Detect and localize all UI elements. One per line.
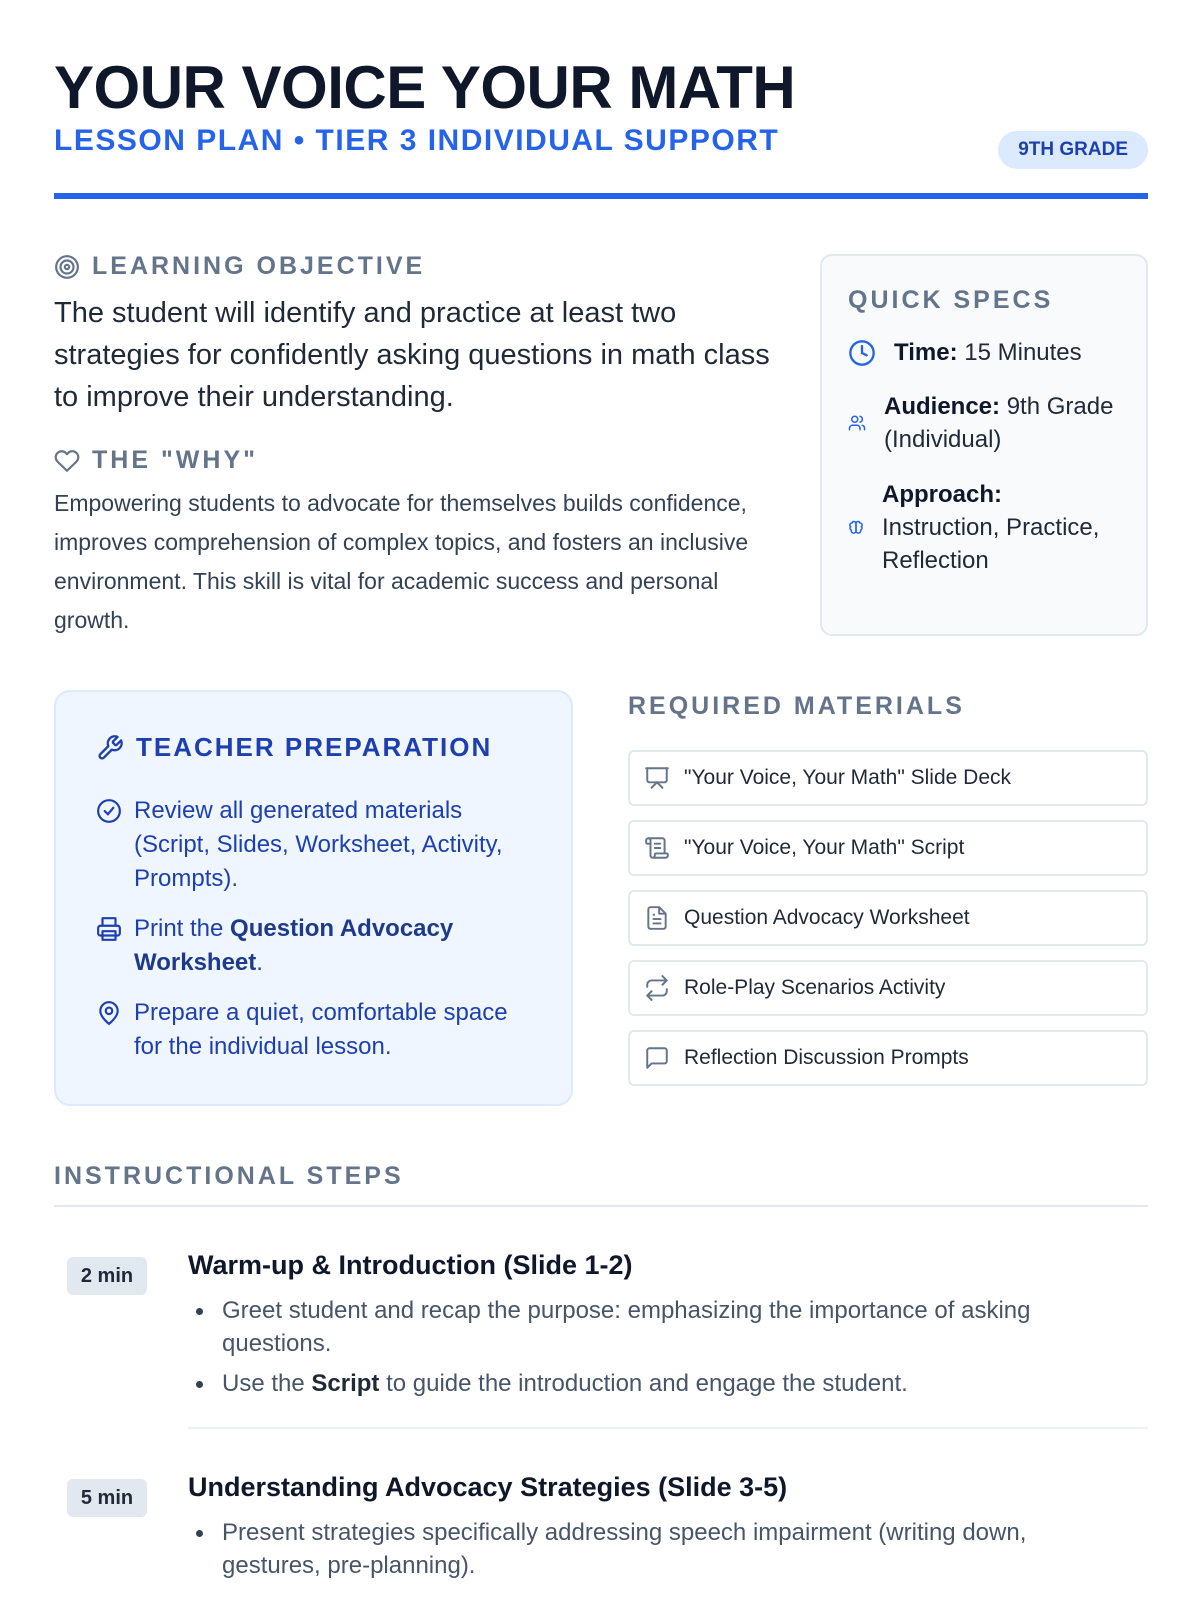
header-divider: [54, 193, 1148, 199]
step-1-bullet-2-after: to guide the introduction and engage the student.: [379, 1370, 908, 1397]
page-subtitle: LESSON PLAN • TIER 3 INDIVIDUAL SUPPORT: [54, 124, 780, 157]
prep-item-space-text: Prepare a quiet, comfortable space for the individual lesson.: [134, 999, 508, 1060]
teacher-preparation-card: [54, 690, 573, 1106]
spec-approach: [848, 478, 1128, 577]
material-role-play-label: Role-Play Scenarios Activity: [684, 976, 946, 999]
lesson-plan-page: [54, 0, 1148, 1600]
material-slide-deck[interactable]: [628, 750, 1148, 806]
why-label: THE "WHY": [92, 446, 258, 474]
required-materials-label: REQUIRED MATERIALS: [628, 692, 965, 720]
spec-time-value: 15 Minutes: [964, 339, 1082, 366]
step-2-title: Understanding Advocacy Strategies (Slide 3-5): [188, 1472, 788, 1502]
step-2-time-badge: 5 min: [67, 1479, 147, 1517]
material-worksheet-label: Question Advocacy Worksheet: [684, 906, 970, 929]
presentation-icon: [644, 765, 670, 791]
page-title: YOUR VOICE YOUR MATH: [54, 54, 796, 121]
material-slide-deck-label: "Your Voice, Your Math" Slide Deck: [684, 766, 1011, 789]
brain-icon: [848, 520, 864, 536]
map-pin-icon: [96, 1000, 122, 1026]
spec-audience-value: 9th Grade (Individual): [884, 393, 1114, 453]
objective-text: The student will identify and practice at least two strategies for confidently asking questions in math class to improve their understanding.: [54, 297, 770, 413]
users-icon: [848, 414, 866, 432]
step-1-list: [188, 1294, 1128, 1407]
prep-item-print: [96, 912, 536, 980]
steps-divider: [54, 1205, 1148, 1207]
instructional-steps-label: INSTRUCTIONAL STEPS: [54, 1162, 404, 1190]
step-1-bullet-2: [188, 1367, 1128, 1400]
material-script[interactable]: [628, 820, 1148, 876]
heart-icon: [54, 448, 80, 474]
spec-approach-value: Instruction, Practice, Reflection: [882, 514, 1100, 574]
spec-audience-key: Audience:: [884, 393, 1001, 420]
target-icon: [54, 254, 80, 280]
step-1-bullet-2-bold: Script: [311, 1370, 380, 1397]
step-divider: [188, 1427, 1148, 1429]
prep-item-print-before: Print the: [134, 915, 231, 942]
objective-label: LEARNING OBJECTIVE: [92, 252, 426, 280]
grade-badge: 9TH GRADE: [998, 131, 1148, 169]
why-text: Empowering students to advocate for themselves builds confidence, improves comprehension of complex topics, and fosters an inclusive environment. This skill is vital for academic success and personal growth.: [54, 490, 749, 633]
step-2-list: [188, 1516, 1128, 1589]
material-role-play[interactable]: [628, 960, 1148, 1016]
teacher-preparation-label: TEACHER PREPARATION: [136, 732, 493, 762]
why-heading: [54, 446, 258, 475]
step-1-bullet-1: Greet student and recap the purpose: emphasizing the importance of asking questions.: [188, 1294, 1128, 1360]
objective-heading: [54, 252, 425, 281]
material-script-label: "Your Voice, Your Math" Script: [684, 836, 965, 859]
quick-specs-label: QUICK SPECS: [848, 286, 1054, 314]
prep-item-print-bold: Question Advocacy Worksheet: [134, 915, 454, 976]
prep-item-space: [96, 996, 536, 1064]
prep-item-review-text: Review all generated materials (Script, Slides, Worksheet, Activity, Prompts).: [134, 797, 503, 892]
wrench-icon: [96, 734, 124, 762]
repeat-icon: [644, 975, 670, 1001]
material-reflection-prompts-label: Reflection Discussion Prompts: [684, 1046, 969, 1069]
material-worksheet[interactable]: [628, 890, 1148, 946]
step-1-bullet-2-before: Use the: [222, 1370, 312, 1397]
clock-icon: [848, 339, 876, 367]
step-1-title: Warm-up & Introduction (Slide 1-2): [188, 1250, 633, 1280]
spec-audience: [848, 390, 1128, 456]
prep-item-print-after: .: [256, 949, 263, 976]
step-1-time-badge: 2 min: [67, 1257, 147, 1295]
chat-icon: [644, 1045, 670, 1071]
spec-time-key: Time:: [894, 339, 958, 366]
scroll-icon: [644, 835, 670, 861]
material-reflection-prompts[interactable]: [628, 1030, 1148, 1086]
prep-item-review: [96, 794, 536, 896]
spec-approach-key: Approach:: [882, 481, 1002, 508]
teacher-preparation-heading: [96, 732, 492, 763]
step-2-bullet-1: Present strategies specifically addressing speech impairment (writing down, gestures, pre-planning).: [188, 1516, 1128, 1582]
quick-specs-card: [820, 254, 1148, 636]
document-icon: [644, 905, 670, 931]
check-circle-icon: [96, 798, 122, 824]
spec-time: [848, 336, 1128, 369]
printer-icon: [96, 916, 122, 942]
